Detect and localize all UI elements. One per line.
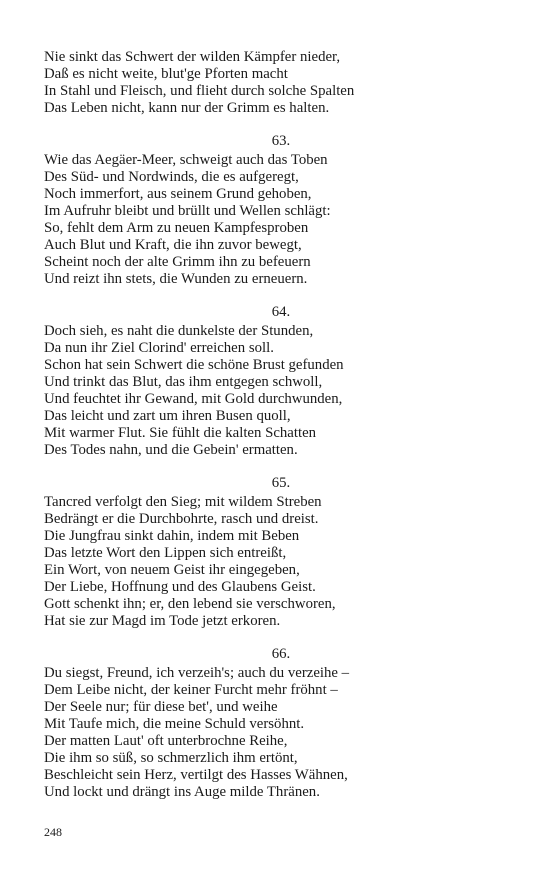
verse-line: Die Jungfrau sinkt dahin, indem mit Beben — [44, 528, 300, 544]
verse-line: Bedrängt er die Durchbohrte, rasch und dreist. — [44, 511, 319, 527]
verse-line: Der Liebe, Hoffnung und des Glaubens Geist. — [44, 579, 316, 595]
verse-line: Das Leben nicht, kann nur der Grimm es halten. — [44, 100, 330, 116]
verse-line: Die ihm so süß, so schmerzlich ihm ertönt, — [44, 750, 298, 766]
verse-line: Der Seele nur; für diese bet', und weihe — [44, 699, 278, 715]
verse-line: Hat sie zur Magd im Tode jetzt erkoren. — [44, 613, 281, 629]
verse-line: In Stahl und Fleisch, und flieht durch solche Spalten — [44, 83, 355, 99]
verse-line: Des Süd- und Nordwinds, die es aufgeregt, — [44, 169, 299, 185]
verse-line: Tancred verfolgt den Sieg; mit wildem Streben — [44, 494, 322, 510]
verse-line: Der matten Laut' oft unterbrochne Reihe, — [44, 733, 288, 749]
poem-page — [44, 49, 514, 817]
verse-line: Scheint noch der alte Grimm ihn zu befeuern — [44, 254, 311, 270]
stanza-number: 63. — [271, 133, 291, 149]
verse-line: Und reizt ihn stets, die Wunden zu erneuern. — [44, 271, 308, 287]
stanza-62-continuation — [44, 49, 514, 117]
verse-line: Nie sinkt das Schwert der wilden Kämpfer nieder, — [44, 49, 341, 65]
verse-line: Gott schenkt ihn; er, den lebend sie verschworen, — [44, 596, 336, 612]
verse-line: Und feuchtet ihr Gewand, mit Gold durchwunden, — [44, 391, 343, 407]
verse-line: Da nun ihr Ziel Clorind' erreichen soll. — [44, 340, 274, 356]
verse-line: Du siegst, Freund, ich verzeih's; auch du verzeihe – — [44, 665, 350, 681]
verse-line: Im Aufruhr bleibt und brüllt und Wellen schlägt: — [44, 203, 331, 219]
stanza-number: 65. — [271, 475, 291, 491]
stanza-65 — [44, 475, 514, 630]
stanza-66 — [44, 646, 514, 801]
verse-line: Mit warmer Flut. Sie fühlt die kalten Schatten — [44, 425, 317, 441]
page-number: 248 — [44, 825, 62, 839]
verse-line: Daß es nicht weite, blut'ge Pforten macht — [44, 66, 288, 82]
verse-line: Wie das Aegäer-Meer, schweigt auch das Toben — [44, 152, 328, 168]
verse-line: Ein Wort, von neuem Geist ihr eingegeben, — [44, 562, 300, 578]
stanza-number: 64. — [271, 304, 291, 320]
verse-line: Des Todes nahn, und die Gebein' ermatten. — [44, 442, 298, 458]
verse-line: Und lockt und drängt ins Auge milde Thränen. — [44, 784, 320, 800]
stanza-number: 66. — [271, 646, 291, 662]
verse-line: Das letzte Wort den Lippen sich entreißt, — [44, 545, 287, 561]
verse-line: Doch sieh, es naht die dunkelste der Stunden, — [44, 323, 314, 339]
verse-line: Beschleicht sein Herz, vertilgt des Hasses Wähnen, — [44, 767, 348, 783]
verse-line: Noch immerfort, aus seinem Grund gehoben, — [44, 186, 312, 202]
verse-line: Auch Blut und Kraft, die ihn zuvor bewegt, — [44, 237, 302, 253]
verse-line: Mit Taufe mich, die meine Schuld versöhnt. — [44, 716, 305, 732]
verse-line: Schon hat sein Schwert die schöne Brust gefunden — [44, 357, 344, 373]
stanza-63 — [44, 133, 514, 288]
verse-line: Das leicht und zart um ihren Busen quoll, — [44, 408, 291, 424]
verse-line: Dem Leibe nicht, der keiner Furcht mehr fröhnt – — [44, 682, 338, 698]
verse-line: Und trinkt das Blut, das ihm entgegen schwoll, — [44, 374, 323, 390]
verse-line: So, fehlt dem Arm zu neuen Kampfesproben — [44, 220, 309, 236]
stanza-64 — [44, 304, 514, 459]
